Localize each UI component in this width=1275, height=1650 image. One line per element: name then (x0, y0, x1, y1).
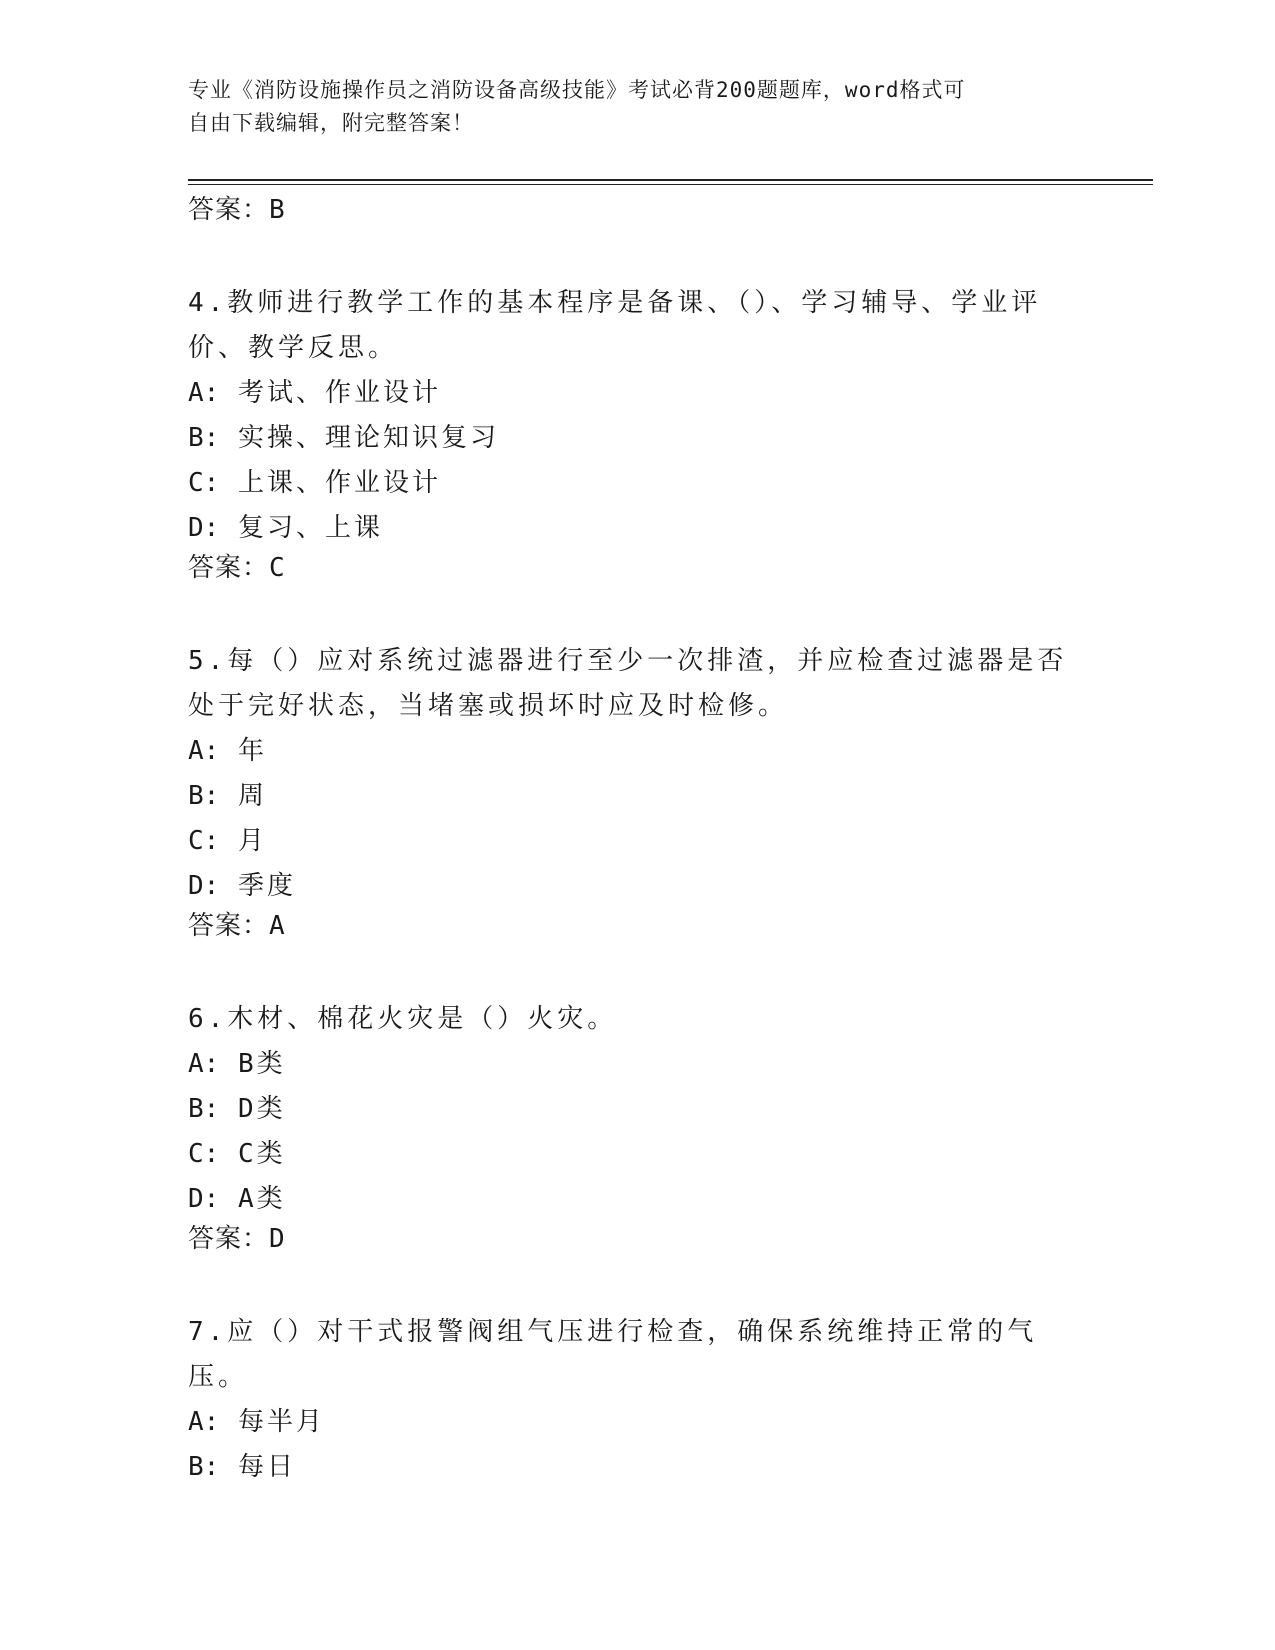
question-text: 5.每（）应对系统过滤器进行至少一次排渣，并应检查过滤器是否处于完好状态，当堵塞或损坏时应及时检修。 (188, 646, 1068, 721)
header-rule-thin (188, 184, 1153, 185)
option-c: C: C类 (188, 1139, 286, 1169)
option-a: A: 考试、作业设计 (188, 378, 441, 408)
question-list (188, 193, 1068, 1490)
option-b: B: 实操、理论知识复习 (188, 423, 499, 453)
option-d: D: A类 (188, 1184, 286, 1214)
option-d: D: 季度 (188, 871, 296, 901)
answer-line: 答案：B (188, 195, 286, 225)
header-line-2: 自由下载编辑，附完整答案！ (188, 111, 474, 135)
option-c: C: 上课、作业设计 (188, 468, 441, 498)
answer-line: 答案：D (188, 1224, 286, 1254)
option-c: C: 月 (188, 826, 267, 856)
question-text: 7.应（）对干式报警阀组气压进行检查，确保系统维持正常的气压。 (188, 1317, 1038, 1392)
option-b: B: 周 (188, 781, 267, 811)
question-text: 4.教师进行教学工作的基本程序是备课、（）、学习辅导、学业评价、教学反思。 (188, 288, 1042, 363)
question-item (188, 997, 1068, 1256)
question-item (188, 639, 1068, 943)
option-a: A: 年 (188, 736, 267, 766)
answer-line: 答案：C (188, 553, 286, 583)
option-a: A: 每半月 (188, 1407, 325, 1437)
question-text: 6.木材、棉花火灾是（）火灾。 (188, 1004, 618, 1034)
option-d: D: 复习、上课 (188, 513, 383, 543)
option-a: A: B类 (188, 1049, 286, 1079)
header-rule-thick (188, 179, 1153, 181)
answer-line: 答案：A (188, 911, 286, 941)
header-line-1: 专业《消防设施操作员之消防设备高级技能》考试必背200题题库，word格式可 (188, 78, 966, 102)
option-b: B: D类 (188, 1094, 286, 1124)
question-item (188, 281, 1068, 585)
question-item (188, 1310, 1068, 1490)
document-header (188, 74, 1068, 140)
option-b: B: 每日 (188, 1452, 296, 1482)
